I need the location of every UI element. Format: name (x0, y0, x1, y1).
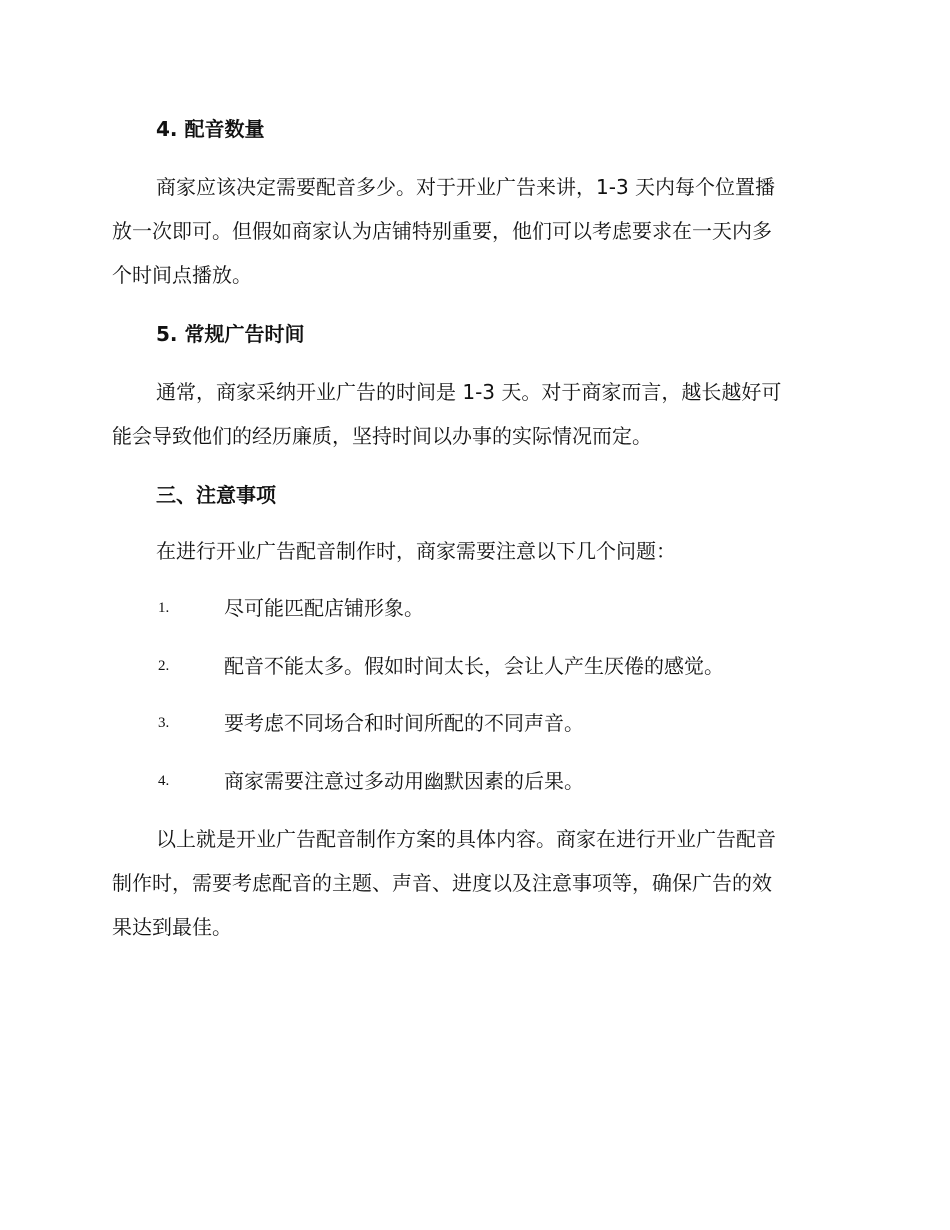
section-heading-quantity: 4. 配音数量 (156, 117, 265, 141)
section-heading-notes: 三、注意事项 (156, 483, 276, 507)
list-item (0, 709, 950, 737)
list-number: 2. (158, 658, 170, 674)
list-text: 配音不能太多。假如时间太长，会让人产生厌倦的感觉。 (224, 654, 724, 678)
notes-intro: 在进行开业广告配音制作时，商家需要注意以下几个问题： (156, 539, 676, 563)
paragraph-line: 个时间点播放。 (112, 263, 252, 287)
conclusion-line: 制作时，需要考虑配音的主题、声音、进度以及注意事项等，确保广告的效 (112, 871, 772, 895)
list-item (0, 652, 950, 680)
list-item (0, 594, 950, 622)
list-text: 要考虑不同场合和时间所配的不同声音。 (224, 711, 584, 735)
paragraph-line: 能会导致他们的经历廉质，坚持时间以办事的实际情况而定。 (112, 424, 652, 448)
list-text: 商家需要注意过多动用幽默因素的后果。 (224, 769, 584, 793)
list-item (0, 767, 950, 795)
section-heading-ad-time: 5. 常规广告时间 (156, 322, 305, 346)
conclusion-line: 果达到最佳。 (112, 915, 232, 939)
list-text: 尽可能匹配店铺形象。 (224, 596, 424, 620)
list-number: 4. (158, 773, 170, 789)
paragraph-line: 通常，商家采纳开业广告的时间是 1-3 天。对于商家而言，越长越好可 (156, 380, 782, 404)
list-number: 3. (158, 715, 170, 731)
list-number: 1. (158, 600, 170, 616)
conclusion-line: 以上就是开业广告配音制作方案的具体内容。商家在进行开业广告配音 (156, 827, 776, 851)
paragraph-line: 放一次即可。但假如商家认为店铺特别重要，他们可以考虑要求在一天内多 (112, 219, 772, 243)
paragraph-line: 商家应该决定需要配音多少。对于开业广告来讲，1-3 天内每个位置播 (156, 175, 776, 199)
